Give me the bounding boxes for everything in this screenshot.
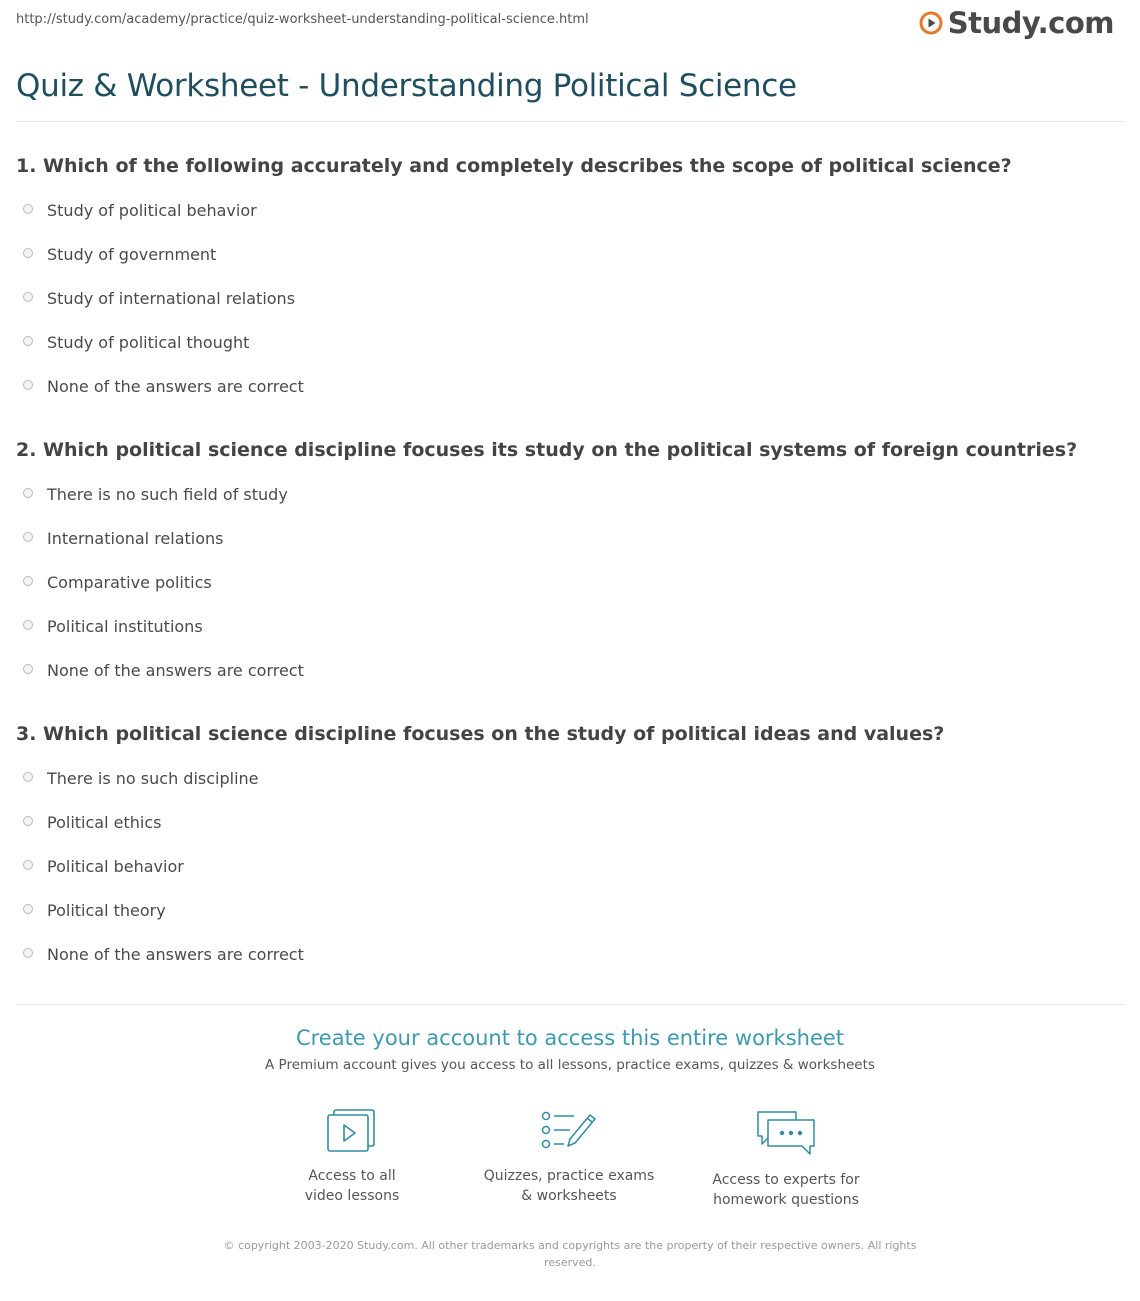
q3-option-2[interactable] [23, 811, 161, 833]
q1-option-1[interactable] [23, 199, 257, 221]
radio-button[interactable] [23, 380, 33, 390]
quiz-checklist-icon [540, 1108, 598, 1152]
feature-text-line1: Quizzes, practice exams [483, 1168, 655, 1184]
video-lessons-icon [326, 1108, 378, 1152]
cta-subtitle: A Premium account gives you access to all lessons, practice exams, quizzes & worksheets [265, 1057, 875, 1073]
option-label: None of the answers are correct [47, 660, 304, 680]
option-label: Political ethics [47, 812, 162, 832]
radio-button[interactable] [23, 772, 33, 782]
radio-button[interactable] [23, 904, 33, 914]
feature-text-line1: Access to all [308, 1168, 396, 1184]
option-label: Study of government [47, 244, 217, 264]
chat-bubbles-icon [754, 1108, 818, 1156]
radio-button[interactable] [23, 948, 33, 958]
option-label: Study of political behavior [47, 200, 257, 220]
feature-text-line2: video lessons [304, 1188, 400, 1204]
question-3: 3. Which political science discipline focuses on the study of political ideas and values? [16, 723, 945, 745]
logo-text: Study.com [947, 6, 1114, 40]
q2-option-2[interactable] [23, 527, 224, 549]
question-1: 1. Which of the following accurately and completely describes the scope of political science? [16, 155, 1012, 177]
q2-option-5[interactable] [23, 659, 304, 681]
option-label: None of the answers are correct [47, 944, 304, 964]
radio-button[interactable] [23, 620, 33, 630]
feature-experts [686, 1108, 886, 1210]
page-url: http://study.com/academy/practice/quiz-worksheet-understanding-political-science.html [16, 12, 589, 27]
q2-option-3[interactable] [23, 571, 212, 593]
option-label: Study of international relations [47, 288, 296, 308]
option-label: Study of political thought [47, 332, 250, 352]
option-label: Political theory [47, 900, 166, 920]
q2-option-4[interactable] [23, 615, 203, 637]
radio-button[interactable] [23, 292, 33, 302]
feature-video-lessons [252, 1108, 452, 1206]
q3-option-5[interactable] [23, 943, 304, 965]
radio-button[interactable] [23, 576, 33, 586]
section-divider [16, 1004, 1124, 1005]
q3-option-4[interactable] [23, 899, 166, 921]
q1-option-5[interactable] [23, 375, 304, 397]
option-label: International relations [47, 528, 224, 548]
feature-text-line2: homework questions [713, 1192, 859, 1208]
radio-button[interactable] [23, 204, 33, 214]
option-label: There is no such field of study [47, 484, 288, 504]
radio-button[interactable] [23, 488, 33, 498]
feature-text-line2: & worksheets [521, 1188, 617, 1204]
option-label: There is no such discipline [47, 768, 259, 788]
q1-option-2[interactable] [23, 243, 216, 265]
option-label: Comparative politics [47, 572, 212, 592]
radio-button[interactable] [23, 532, 33, 542]
radio-button[interactable] [23, 336, 33, 346]
q2-option-1[interactable] [23, 483, 288, 505]
radio-button[interactable] [23, 816, 33, 826]
option-label: Political behavior [47, 856, 184, 876]
copyright-line2: reserved. [544, 1256, 596, 1269]
page-title: Quiz & Worksheet - Understanding Political Science [16, 68, 797, 104]
question-2: 2. Which political science discipline focuses its study on the political systems of foreign countries? [16, 439, 1078, 461]
copyright-footer [215, 1237, 925, 1271]
radio-button[interactable] [23, 248, 33, 258]
option-label: Political institutions [47, 616, 203, 636]
option-label: None of the answers are correct [47, 376, 304, 396]
play-circle-icon [919, 11, 943, 35]
copyright-line1: © copyright 2003-2020 Study.com. All other trademarks and copyrights are the property of their respective owners. All rights [223, 1239, 917, 1252]
radio-button[interactable] [23, 664, 33, 674]
q3-option-3[interactable] [23, 855, 184, 877]
feature-quizzes [469, 1108, 669, 1206]
title-divider [16, 121, 1124, 122]
feature-text-line1: Access to experts for [712, 1172, 860, 1188]
create-account-link[interactable]: Create your account to access this entire worksheet [295, 1026, 845, 1050]
q1-option-4[interactable] [23, 331, 249, 353]
radio-button[interactable] [23, 860, 33, 870]
study-logo[interactable] [919, 6, 1114, 40]
q1-option-3[interactable] [23, 287, 295, 309]
q3-option-1[interactable] [23, 767, 259, 789]
